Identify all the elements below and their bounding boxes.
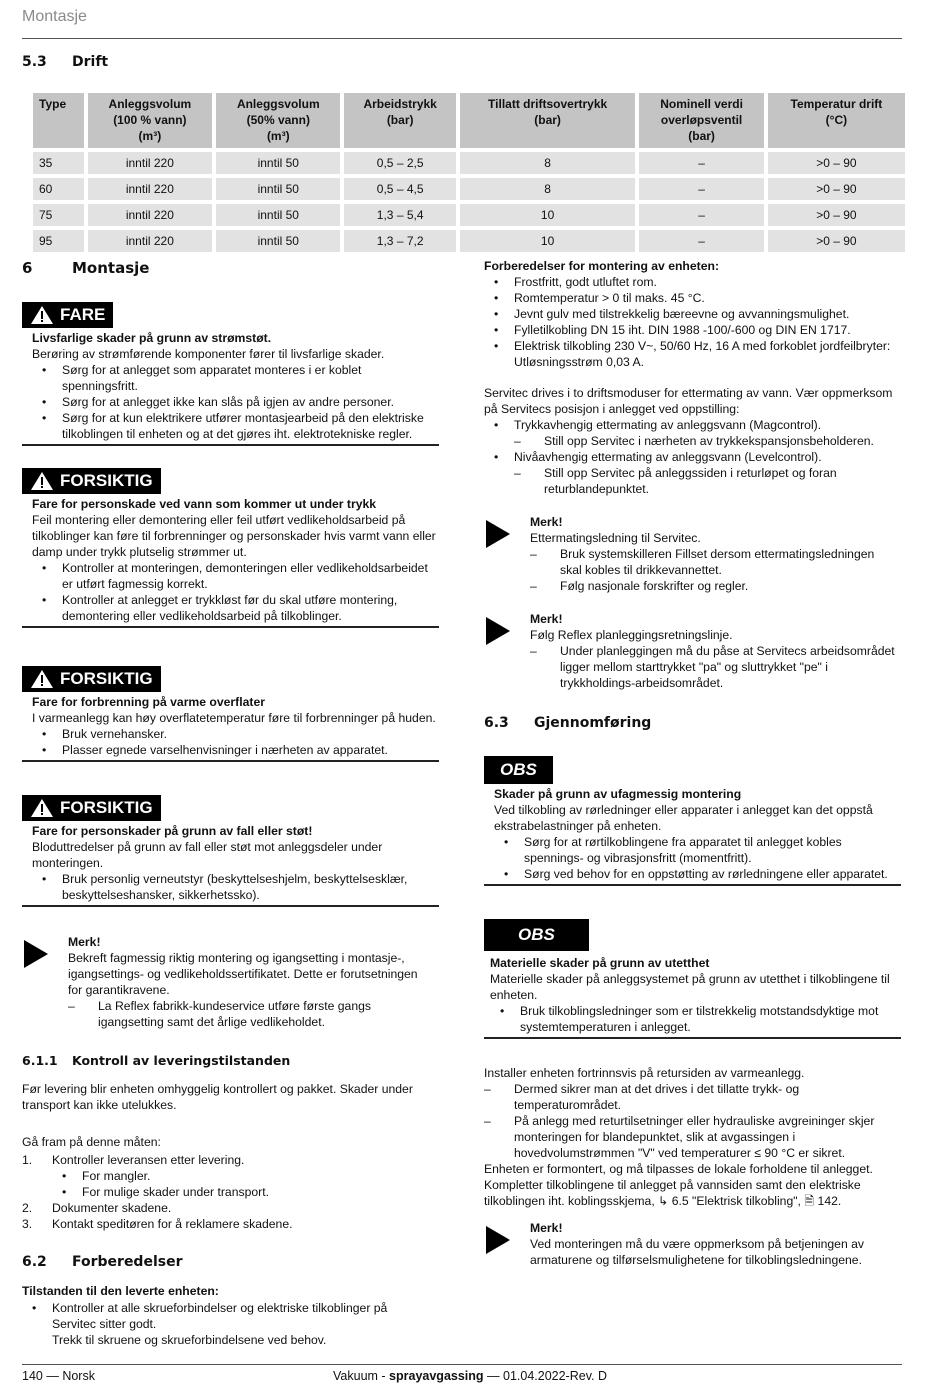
header-title: Montasje — [22, 8, 87, 25]
table-cell: 1,3 – 7,2 — [344, 226, 455, 252]
table-cell: >0 – 90 — [768, 200, 905, 226]
notice-badge: OBS — [484, 756, 553, 784]
caution-warning-fall — [22, 795, 439, 907]
step-text: Kontroller leveransen etter levering. — [52, 1153, 245, 1167]
caution-bullets — [32, 726, 439, 758]
table-cell: >0 – 90 — [768, 148, 905, 174]
page-icon: 🗎 — [804, 1194, 815, 1208]
step-sublist — [22, 1168, 432, 1200]
caution-badge — [22, 666, 161, 692]
notice-badge: OBS — [484, 919, 589, 951]
list-item: • Sørg ved behov for en oppstøtting av rørledningene eller apparatet. — [494, 866, 901, 882]
list-item: – Still opp Servitec i nærheten av trykkekspansjonsbeholderen. — [514, 433, 904, 449]
section-6-1-1-heading — [22, 1053, 290, 1069]
step-item — [22, 1200, 432, 1216]
table-cell: inntil 220 — [88, 174, 212, 200]
table-body — [33, 148, 905, 252]
danger-title: Livsfarlige skader på grunn av strømstøt. — [32, 331, 272, 345]
section-number: 6.1.1 — [22, 1053, 58, 1068]
table-cell: 60 — [33, 174, 84, 200]
install-dashes — [484, 1081, 904, 1161]
notice-improper-installation — [484, 756, 901, 886]
table-cell: – — [639, 200, 763, 226]
step-number: 1. — [22, 1153, 33, 1167]
notice-text: Materielle skader på anleggsystemet på grunn av utetthet i tilkoblingene til enheten. — [490, 972, 890, 1002]
footer-page: 140 — Norsk — [22, 1369, 95, 1383]
prep-bullets — [484, 274, 904, 370]
header-divider — [22, 38, 902, 39]
table-row — [33, 174, 905, 200]
list-item: • Plasser egnede varselhenvisninger i nærheten av apparatet. — [32, 742, 439, 758]
table-header-cell: Anleggsvolum (100 % vann) (m³) — [88, 93, 212, 148]
note-dashes — [530, 546, 896, 594]
list-item: – Dermed sikrer man at det drives i det tillatte trykk- og temperaturområdet. — [484, 1081, 904, 1113]
section-6-2-heading — [22, 1254, 182, 1270]
table-cell: inntil 50 — [216, 174, 340, 200]
caution-text: Bloduttredelser på grunn av fall eller støt mot anleggsdeler under monteringen. — [32, 840, 383, 870]
note-dashes — [530, 643, 896, 691]
table-cell: – — [639, 226, 763, 252]
table-header-cell: Anleggsvolum (50% vann) (m³) — [216, 93, 340, 148]
notice-text: Ved tilkobling av rørledninger eller apparater i anlegget kan det oppstå ekstrabelastninger på enheten. — [494, 803, 873, 833]
section-title: Drift — [72, 54, 109, 70]
danger-badge — [22, 302, 113, 328]
servitec-bullets — [484, 417, 904, 433]
table-cell: – — [639, 148, 763, 174]
caution-box — [22, 694, 439, 762]
note-text: Ved monteringen må du være oppmerksom på betjeningen av armaturene og tilførselsmulighetene for tilkoblingsledningene. — [530, 1237, 865, 1267]
table-cell: 1,3 – 5,4 — [344, 200, 455, 226]
list-item: • Frostfritt, godt utluftet rom. — [484, 274, 904, 290]
list-item: • Sørg for at rørtilkoblingene fra apparatet til anlegget kobles spennings- og vibrasjonsfritt (momentfritt). — [494, 834, 901, 866]
note-certificate — [24, 934, 432, 1030]
note-dashes — [68, 998, 432, 1030]
footer-document: Vakuum - sprayavgassing — 01.04.2022-Rev. D — [333, 1369, 607, 1383]
caution-box — [22, 823, 439, 907]
danger-bullets — [32, 362, 439, 442]
table-cell: 75 — [33, 200, 84, 226]
caution-text: I varmeanlegg kan høy overflatetemperatur føre til forbrenninger på huden. — [32, 711, 436, 725]
caution-label: FORSIKTIG — [60, 471, 153, 490]
table-cell: 10 — [460, 226, 636, 252]
step-text: Kontakt speditøren for å reklamere skadene. — [52, 1217, 293, 1231]
caution-box — [22, 496, 439, 628]
caution-bullets — [32, 560, 439, 624]
step-item — [22, 1152, 432, 1200]
list-item: • Elektrisk tilkobling 230 V~, 50/60 Hz, 16 A med forkoblet jordfeilbryter: Utløsningsstrøm 0,03 A. — [484, 338, 904, 370]
note-title: Merk! — [530, 515, 563, 529]
table-cell: inntil 50 — [216, 200, 340, 226]
list-item: • Bruk vernehansker. — [32, 726, 439, 742]
table-cell: inntil 220 — [88, 226, 212, 252]
list-item: – La Reflex fabrikk-kundeservice utføre første gangs igangsetting samt det årlige vedlikeholdet. — [68, 998, 432, 1030]
caution-warning-burn — [22, 666, 439, 762]
warning-triangle-icon — [30, 798, 54, 818]
notice-title: Skader på grunn av ufagmessig montering — [494, 787, 742, 801]
note-text: Ettermatingsledning til Servitec. — [530, 531, 701, 545]
list-item: • Romtemperatur > 0 til maks. 45 °C. — [484, 290, 904, 306]
list-item: • Sørg for at kun elektrikere utfører montasjearbeid på den elektriske tilkoblingen til enheten og at det gjøres iht. elektrotekniske regler. — [32, 410, 439, 442]
cross-reference-icon: ↳ — [658, 1194, 669, 1208]
note-makeup-line — [486, 514, 896, 594]
danger-box — [22, 330, 439, 446]
danger-text: Berøring av strømførende komponenter fører til livsfarlige skader. — [32, 347, 385, 361]
list-item: • Jevnt gulv med tilstrekkelig bæreevne og avvanningsmulighet. — [484, 306, 904, 322]
section-6-heading — [22, 260, 149, 276]
note-title: Merk! — [530, 612, 563, 626]
table-header-cell: Temperatur drift (°C) — [768, 93, 905, 148]
section-number: 5.3 — [22, 54, 47, 70]
note-planning — [486, 611, 896, 691]
note-title: Merk! — [530, 1221, 563, 1235]
table-header-cell: Tillatt driftsovertrykk (bar) — [460, 93, 636, 148]
table-cell: 95 — [33, 226, 84, 252]
list-item: • Sørg for at anlegget som apparatet monteres i er koblet spenningsfritt. — [32, 362, 439, 394]
servitec-dash — [484, 465, 904, 497]
table-row — [33, 200, 905, 226]
installation-prep — [484, 258, 904, 370]
table-cell: >0 – 90 — [768, 226, 905, 252]
table-cell: 35 — [33, 148, 84, 174]
delivery-check-procedure-label: Gå fram på denne måten: — [22, 1135, 161, 1149]
operation-table — [29, 93, 909, 252]
note-arrow-icon — [486, 520, 510, 548]
page-number: 140 — [22, 1369, 43, 1383]
list-item: • Fylletilkobling DN 15 iht. DIN 1988 -100/-600 og DIN EN 1717. — [484, 322, 904, 338]
warning-triangle-icon — [30, 669, 54, 689]
delivery-check-intro: Før levering blir enheten omhyggelig kontrollert og pakket. Skader under transport kan ikke utelukkes. — [22, 1082, 413, 1112]
section-title: Kontroll av leveringstilstanden — [72, 1053, 291, 1068]
install-text: Enheten er formontert, og må tilpasses de lokale forholdene til anlegget. Kompletter tilkoblingene til anlegget på vannsiden samt den elektriske tilkoblingen iht. koblingsskjema, ↳ 6.5 "Elektrisk tilkobling", 🗎 142. — [484, 1162, 873, 1208]
note-text: Bekreft fagmessig riktig montering og igangsetting i montasje-, igangsettings- og vedlikeholdssertifikatet. Dette er forutsetningen for garantikravene. — [68, 951, 418, 997]
section-number: 6.3 — [484, 715, 509, 731]
notice-bullets — [490, 1003, 901, 1035]
danger-label: FARE — [60, 305, 106, 324]
list-item: • For mangler. — [22, 1168, 432, 1184]
prep-title: Forberedelser for montering av enheten: — [484, 259, 719, 273]
notice-box — [484, 786, 901, 886]
servitec-dash — [484, 433, 904, 449]
note-arrow-icon — [486, 617, 510, 645]
list-item: • Sørg for at anlegget ikke kan slås på igjen av andre personer. — [32, 394, 439, 410]
table-cell: 8 — [460, 174, 636, 200]
delivered-state-title: Tilstanden til den leverte enheten: — [22, 1284, 219, 1298]
section-number: 6 — [22, 259, 33, 277]
caution-title: Fare for personskader på grunn av fall eller støt! — [32, 824, 313, 838]
install-intro: Installer enheten fortrinnsvis på retursiden av varmeanlegg. — [484, 1066, 805, 1080]
caution-badge — [22, 468, 161, 494]
table-row — [33, 148, 905, 174]
table-cell: 8 — [460, 148, 636, 174]
step-item — [22, 1216, 432, 1232]
section-title: Montasje — [72, 259, 150, 277]
section-title: Forberedelser — [72, 1254, 183, 1270]
delivery-check-steps — [22, 1152, 432, 1232]
caution-warning-pressure — [22, 468, 439, 628]
list-item: • Kontroller at alle skrueforbindelser og elektriske tilkoblinger på Servitec sitter godt. Trekk til skruene og skrueforbindelsene ved behov. — [22, 1300, 432, 1348]
list-item: – Bruk systemskilleren Fillset dersom ettermatingsledningen skal kobles til drikkevannettet. — [530, 546, 896, 578]
caution-bullets — [32, 871, 439, 903]
list-item: • Nivåavhengig ettermating av anleggsvann (Levelcontrol). — [484, 449, 904, 465]
list-item: – På anlegg med returtilsetninger eller hydrauliske avgreininger skjer monteringen for blandepunktet, slik at avgassingen i hovedvolumstrømmen "V" ved temperaturer ≤ 90 °C er sikret. — [484, 1113, 904, 1161]
step-text: Dokumenter skadene. — [52, 1201, 172, 1215]
list-item: • Trykkavhengig ettermating av anleggsvann (Magcontrol). — [484, 417, 904, 433]
list-item: • Kontroller at monteringen, demonteringen eller vedlikeholdsarbeidet er utført fagmessig korrekt. — [32, 560, 439, 592]
footer-divider — [22, 1364, 902, 1365]
table-header-cell: Arbeidstrykk (bar) — [344, 93, 455, 148]
table-header-row — [33, 93, 905, 148]
caution-title: Fare for forbrenning på varme overflater — [32, 695, 265, 709]
table-cell: inntil 220 — [88, 200, 212, 226]
notice-leakage — [484, 919, 901, 1039]
note-text: Følg Reflex planleggingsretningslinje. — [530, 628, 733, 642]
table-cell: inntil 50 — [216, 148, 340, 174]
list-item: • For mulige skader under transport. — [22, 1184, 432, 1200]
caution-label: FORSIKTIG — [60, 798, 153, 817]
table-row — [33, 226, 905, 252]
table-cell: inntil 220 — [88, 148, 212, 174]
caution-title: Fare for personskade ved vann som kommer ut under trykk — [32, 497, 377, 511]
warning-triangle-icon — [30, 471, 54, 491]
table-cell: 0,5 – 2,5 — [344, 148, 455, 174]
list-item: • Bruk personlig verneutstyr (beskyttelseshjelm, beskyttelsesklær, beskyttelseshansker, sikkerhetssko). — [32, 871, 439, 903]
caution-text: Feil montering eller demontering eller feil utført vedlikeholdsarbeid på tilkoblinger kan føre til forbrenninger og personskader hvis varmt vann eller damp under trykk plutselig strømmer ut. — [32, 513, 436, 559]
step-number: 3. — [22, 1217, 33, 1231]
caution-label: FORSIKTIG — [60, 669, 153, 688]
table-cell: 0,5 – 4,5 — [344, 174, 455, 200]
list-item: • Bruk tilkoblingsledninger som er tilstrekkelig motstandsdyktige mot systemtemperaturen i anlegget. — [490, 1003, 901, 1035]
table-cell: inntil 50 — [216, 226, 340, 252]
section-6-3-heading — [484, 715, 651, 731]
warning-triangle-icon — [30, 305, 54, 325]
note-fittings — [486, 1220, 896, 1268]
section-number: 6.2 — [22, 1254, 47, 1270]
footer-language: Norsk — [62, 1369, 95, 1383]
table-header-cell: Nominell verdi overløpsventil (bar) — [639, 93, 763, 148]
note-arrow-icon — [486, 1226, 510, 1254]
list-item: • Kontroller at anlegget er trykkløst før du skal utføre montering, demontering eller vedlikeholdsarbeid på tilkoblinger. — [32, 592, 439, 624]
danger-warning — [22, 302, 439, 446]
delivered-state-list — [22, 1300, 432, 1348]
table-cell: 10 — [460, 200, 636, 226]
page-reference: 142. — [817, 1194, 842, 1208]
servitec-bullets — [484, 449, 904, 465]
caution-badge — [22, 795, 161, 821]
section-5-3-heading — [22, 54, 108, 70]
notice-bullets — [494, 834, 901, 882]
table-cell: >0 – 90 — [768, 174, 905, 200]
note-arrow-icon — [24, 940, 48, 968]
list-item: – Under planleggingen må du påse at Servitecs arbeidsområdet ligger mellom starttrykket "pa" og sluttrykket "pe" i trykkholdings-arbeidsområdet. — [530, 643, 896, 691]
table-cell: – — [639, 174, 763, 200]
cross-reference-link[interactable]: 6.5 "Elektrisk tilkobling", — [671, 1194, 805, 1208]
notice-box — [484, 955, 901, 1039]
servitec-text: Servitec drives i to driftsmoduser for ettermating av vann. Vær oppmerksom på Servitecs posisjon i anlegget ved oppstilling: — [484, 386, 893, 416]
install-instructions — [484, 1065, 904, 1209]
table-header-cell: Type — [33, 93, 84, 148]
note-title: Merk! — [68, 935, 101, 949]
section-title: Gjennomføring — [534, 715, 652, 731]
servitec-modes — [484, 385, 904, 497]
list-item: – Følg nasjonale forskrifter og regler. — [530, 578, 896, 594]
step-number: 2. — [22, 1201, 33, 1215]
list-item: – Still opp Servitec på anleggssiden i returløpet og foran returblandepunktet. — [514, 465, 904, 497]
notice-title: Materielle skader på grunn av utetthet — [490, 956, 710, 970]
